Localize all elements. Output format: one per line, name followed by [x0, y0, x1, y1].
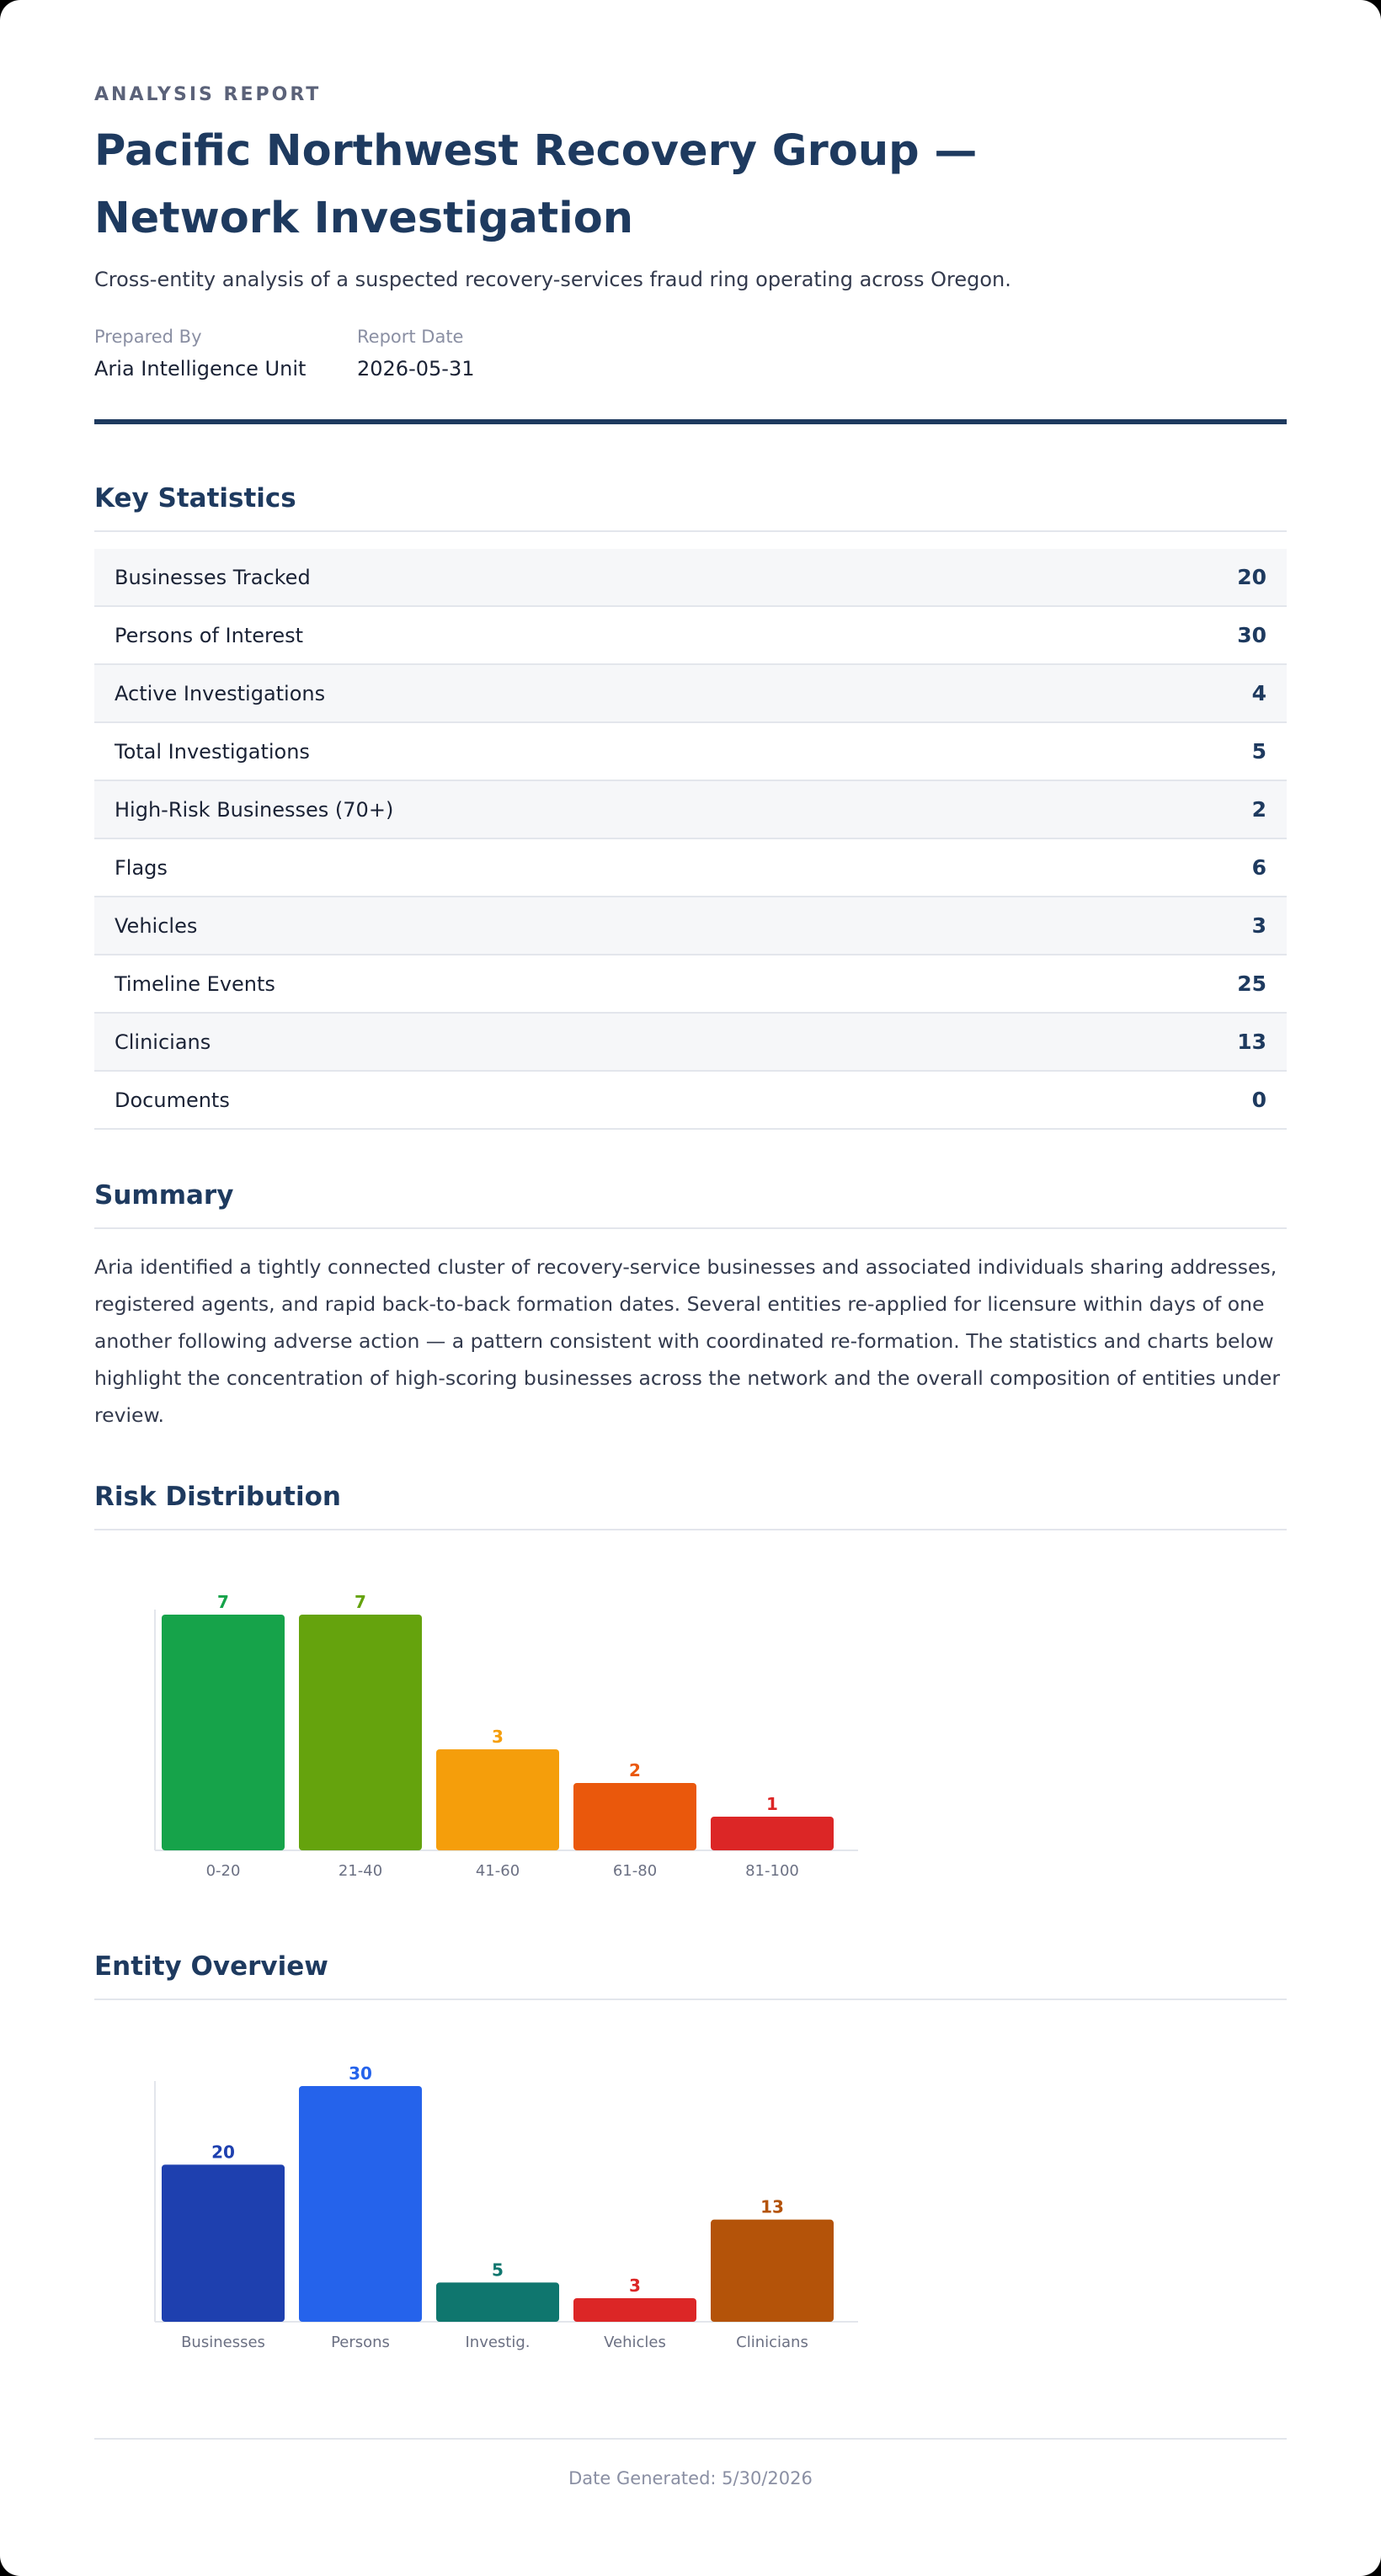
entity-value-label: 3: [629, 2275, 641, 2296]
risk-bar-21-40: [299, 1615, 422, 1850]
stat-row: [94, 665, 1287, 723]
stat-row: [94, 1014, 1287, 1072]
entity-category-label: Vehicles: [604, 2334, 666, 2351]
risk-bar-0-20: [162, 1615, 285, 1850]
report-title: Pacific Northwest Recovery Group — Network Investigation: [94, 126, 978, 243]
stat-value: 6: [1251, 855, 1266, 880]
entity-overview-svg: [94, 2046, 936, 2366]
entity-bar-Businesses: [162, 2164, 285, 2322]
risk-category-label: 21-40: [338, 1862, 383, 1880]
risk-bar-41-60: [436, 1749, 559, 1850]
stat-row: [94, 955, 1287, 1014]
stat-row: [94, 781, 1287, 839]
summary-text: Aria identified a tightly connected cluster of recovery-service businesses and associated individuals sharing addresses, registered agents, and rapid back-to-back formation dates. Several entities re-applied for licensure within days of one another following adverse action — a pattern consistent with coordinated re-formation. The statistics and charts below highlight the concentration of high-scoring businesses across the network and the overall composition of entities under review.: [94, 1255, 1280, 1427]
stat-row: [94, 549, 1287, 607]
stat-value: 13: [1237, 1030, 1266, 1054]
entity-category-label: Businesses: [181, 2334, 265, 2351]
risk-value-label: 2: [629, 1760, 641, 1780]
stat-value: 4: [1251, 681, 1266, 705]
entity-overview-title: Entity Overview: [94, 1951, 328, 1982]
risk-category-label: 81-100: [745, 1862, 799, 1880]
entity-category-label: Clinicians: [736, 2334, 808, 2351]
entity-value-label: 13: [760, 2196, 784, 2217]
footer-date-generated: Date Generated: 5/30/2026: [568, 2468, 813, 2488]
report-date-label: Report Date: [357, 327, 464, 347]
stat-row: [94, 897, 1287, 955]
risk-value-label: 7: [217, 1592, 229, 1612]
stat-value: 5: [1251, 739, 1266, 764]
entity-bar-Clinicians: [711, 2220, 834, 2322]
stat-row: [94, 723, 1287, 781]
key-statistics-divider: [94, 530, 1287, 532]
stat-label: Vehicles: [115, 913, 198, 938]
report-date-value: 2026-05-31: [357, 357, 475, 381]
stat-value: 0: [1251, 1088, 1266, 1112]
entity-overview-chart: [94, 2046, 936, 2366]
risk-value-label: 3: [492, 1727, 504, 1747]
stat-row: [94, 607, 1287, 665]
stat-label: Active Investigations: [115, 681, 326, 705]
stat-label: High-Risk Businesses (70+): [115, 797, 394, 822]
entity-overview-divider: [94, 1999, 1287, 2000]
risk-bar-61-80: [573, 1783, 696, 1850]
report-eyebrow: ANALYSIS REPORT: [94, 84, 322, 105]
stat-value: 25: [1237, 971, 1266, 996]
stat-row: [94, 1072, 1287, 1130]
stat-value: 2: [1251, 797, 1266, 822]
entity-value-label: 20: [211, 2142, 235, 2163]
prepared-by-value: Aria Intelligence Unit: [94, 357, 307, 381]
risk-distribution-title: Risk Distribution: [94, 1482, 341, 1512]
stat-label: Flags: [115, 855, 168, 880]
entity-bar-Persons: [299, 2086, 422, 2322]
stat-label: Businesses Tracked: [115, 565, 311, 589]
entity-category-label: Investig.: [465, 2334, 531, 2351]
entity-bar-Vehicles: [573, 2298, 696, 2322]
stat-label: Documents: [115, 1088, 230, 1112]
entity-category-label: Persons: [331, 2334, 390, 2351]
risk-category-label: 41-60: [475, 1862, 520, 1880]
stat-value: 30: [1237, 623, 1266, 647]
stat-label: Persons of Interest: [115, 623, 304, 647]
risk-category-label: 61-80: [612, 1862, 658, 1880]
stat-label: Total Investigations: [115, 739, 310, 764]
entity-bar-Investig.: [436, 2282, 559, 2322]
entity-value-label: 5: [492, 2259, 504, 2281]
risk-distribution-chart: [94, 1574, 936, 1894]
risk-bar-81-100: [711, 1817, 834, 1850]
report-subtitle: Cross-entity analysis of a suspected recovery-services fraud ring operating across Oregon.: [94, 268, 1011, 291]
footer-divider: [94, 2438, 1287, 2440]
stat-value: 3: [1251, 913, 1266, 938]
prepared-by-label: Prepared By: [94, 327, 202, 347]
key-statistics-title: Key Statistics: [94, 483, 296, 514]
risk-category-label: 0-20: [205, 1862, 241, 1880]
risk-distribution-svg: [94, 1574, 936, 1894]
stat-value: 20: [1237, 565, 1266, 589]
stat-label: Clinicians: [115, 1030, 211, 1054]
summary-title: Summary: [94, 1180, 234, 1211]
stat-label: Timeline Events: [115, 971, 275, 996]
entity-value-label: 30: [349, 2063, 372, 2084]
risk-value-label: 7: [355, 1592, 366, 1612]
summary-divider: [94, 1227, 1287, 1229]
key-statistics-table: [94, 549, 1287, 1130]
stat-row: [94, 839, 1287, 897]
risk-distribution-divider: [94, 1529, 1287, 1530]
header-divider: [94, 419, 1287, 424]
risk-value-label: 1: [766, 1794, 778, 1814]
